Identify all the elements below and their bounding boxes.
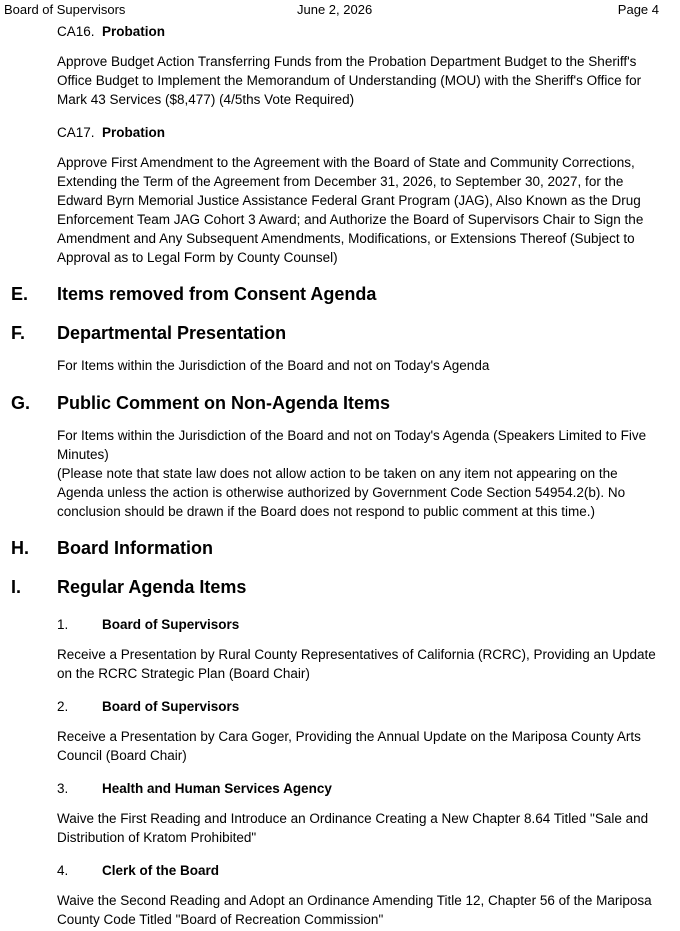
item-department: Board of Supervisors xyxy=(102,617,240,632)
item-department: Board of Supervisors xyxy=(102,699,240,714)
regular-item-4-text: Waive the Second Reading and Adopt an Ordinance Amending Title 12, Chapter 56 of the Mariposa County Code Titled "Board of Recreation Commission" xyxy=(57,893,652,927)
consent-item-ca16-heading xyxy=(57,23,165,40)
item-department: Health and Human Services Agency xyxy=(102,781,332,796)
section-f-text: For Items within the Jurisdiction of the Board and not on Today's Agenda xyxy=(57,358,490,373)
section-i-title: Regular Agenda Items xyxy=(57,577,247,597)
section-g-text-1: For Items within the Jurisdiction of the Board and not on Today's Agenda (Speakers Limited to Five Minutes) xyxy=(57,428,647,462)
section-h-title: Board Information xyxy=(57,538,213,558)
section-f-title: Departmental Presentation xyxy=(57,323,287,343)
item-number: 2. xyxy=(57,699,69,714)
section-g-text-2: (Please note that state law does not allow action to be taken on any item not appearing on the Agenda unless the action is otherwise authorized by Government Code Section 54954.2(b). No conclusion should be drawn if the Board does not respond to public comment at this time.) xyxy=(57,466,626,519)
header-page-number: Page 4 xyxy=(617,2,659,17)
regular-item-3-text: Waive the First Reading and Introduce an Ordinance Creating a New Chapter 8.64 Titled "Sale and Distribution of Kratom Prohibited" xyxy=(57,811,649,845)
item-number: 3. xyxy=(57,781,69,796)
header-date: June 2, 2026 xyxy=(297,2,373,17)
header-board-name: Board of Supervisors xyxy=(4,2,126,17)
item-code: CA16. xyxy=(57,24,95,39)
item-number: 4. xyxy=(57,863,69,878)
item-department: Probation xyxy=(102,24,165,39)
regular-item-3-heading xyxy=(57,780,332,797)
section-g-letter: G. xyxy=(11,393,31,413)
section-h-letter: H. xyxy=(11,538,29,558)
item-department: Clerk of the Board xyxy=(102,863,220,878)
section-f-letter: F. xyxy=(11,323,26,343)
consent-item-ca17-heading xyxy=(57,124,165,141)
item-number: 1. xyxy=(57,617,69,632)
consent-item-ca17-text: Approve First Amendment to the Agreement with the Board of State and Community Corrections, Extending the Term of the Agreement from December 31, 2026, to September 30, 2027, for the Edward Byrn Memorial Justice Assistance Federal Grant Program (JAG), Also Known as the Drug Enforcement Team JAG Cohort 3 Award; and Authorize the Board of Supervisors Chair to Sign the Amendment and Any Subsequent Amendments, Modifications, or Extensions Thereof (Subject to Approval as to Legal Form by County Counsel) xyxy=(57,155,644,265)
section-i-letter: I. xyxy=(11,577,22,597)
regular-item-1-text: Receive a Presentation by Rural County Representatives of California (RCRC), Providing an Update on the RCRC Strategic Plan (Board Chair) xyxy=(57,647,656,681)
regular-item-4-heading xyxy=(57,862,219,879)
section-e-title: Items removed from Consent Agenda xyxy=(57,284,377,304)
section-e-letter: E. xyxy=(11,284,29,304)
item-department: Probation xyxy=(102,125,165,140)
item-code: CA17. xyxy=(57,125,95,140)
regular-item-2-text: Receive a Presentation by Cara Goger, Providing the Annual Update on the Mariposa County Arts Council (Board Chair) xyxy=(57,729,641,763)
consent-item-ca16-text: Approve Budget Action Transferring Funds from the Probation Department Budget to the Sheriff's Office Budget to Implement the Memorandum of Understanding (MOU) with the Sheriff's Office for Mark 43 Services ($8,477) (4/5ths Vote Required) xyxy=(57,54,642,107)
section-g-title: Public Comment on Non-Agenda Items xyxy=(57,393,391,413)
regular-item-1-heading xyxy=(57,616,239,633)
regular-item-2-heading xyxy=(57,698,239,715)
